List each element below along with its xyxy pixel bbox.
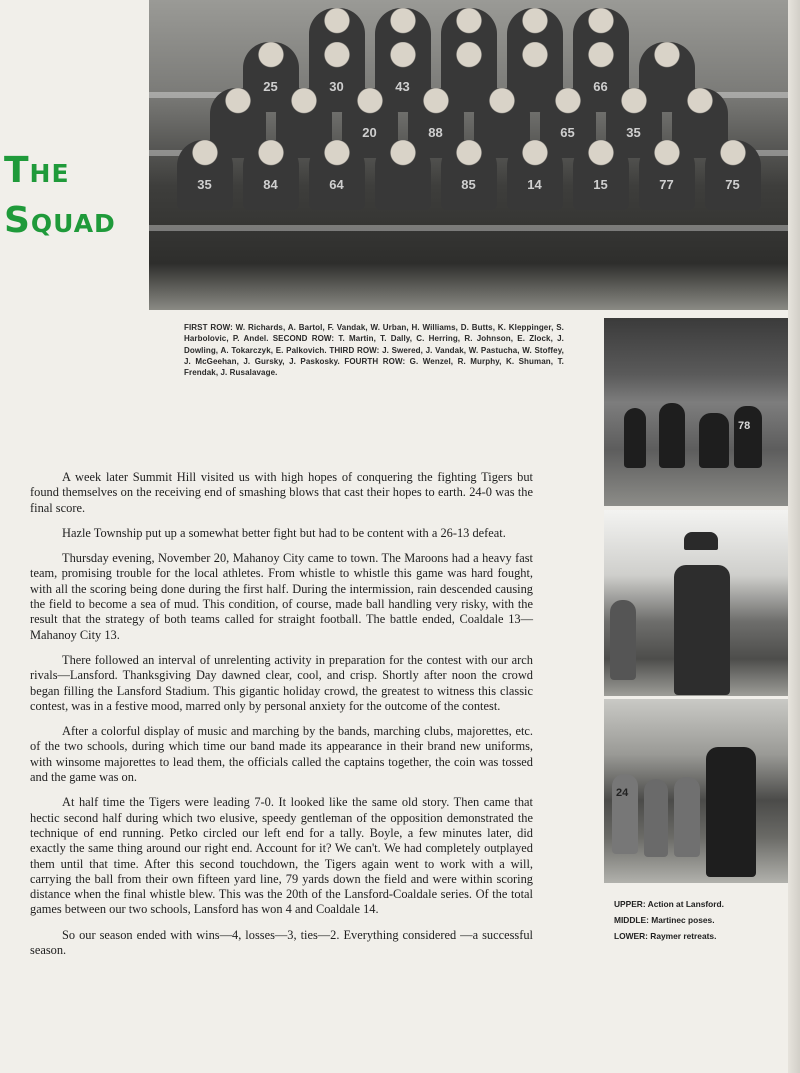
team-player: 85 <box>441 140 497 210</box>
caption-upper: UPPER: Action at Lansford. <box>614 899 724 909</box>
team-player: 30 <box>309 42 365 112</box>
team-player: 66 <box>573 42 629 112</box>
team-player: 75 <box>705 140 761 210</box>
player-figure <box>699 413 729 468</box>
player-figure <box>624 408 646 468</box>
player-figure <box>734 406 762 468</box>
coach-figure <box>674 565 730 695</box>
team-player: 35 <box>177 140 233 210</box>
jersey-number: 78 <box>738 420 751 432</box>
paragraph: So our season ended with wins—4, losses—3, ties—2. Everything considered —a successful season. <box>30 927 533 958</box>
team-player: 84 <box>243 140 299 210</box>
paragraph: Hazle Township put up a somewhat better fight but had to be content with a 26-13 defeat. <box>62 525 506 540</box>
team-player: 77 <box>639 140 695 210</box>
caption-middle: MIDDLE: Martinec poses. <box>614 915 715 925</box>
photo-captions <box>614 896 788 944</box>
paragraph: A week later Summit Hill visited us with high hopes of conquering the fighting Tigers but found themselves on the receiving end of smashing blows that cast their hopes to earth. 24-0 was the final score. <box>30 470 533 515</box>
coach-photo <box>604 510 788 696</box>
action-photo <box>604 318 788 506</box>
team-player: 65 <box>540 88 596 158</box>
page-edge <box>788 0 800 1073</box>
article-body <box>30 470 533 968</box>
team-photo <box>149 0 788 310</box>
player-figure <box>610 600 636 680</box>
team-row <box>149 140 788 210</box>
roster-caption: FIRST ROW: W. Richards, A. Bartol, F. Vandak, W. Urban, H. Williams, D. Butts, K. Kleppinger, S. Harbolovic, P. Andel. SECOND ROW: T. Martin, T. Dally, C. Herring, R. Johnson, E. Zlock, J. Dowling, A. Tokarczyk, E. Palkovich. THIRD ROW: J. Swered, J. Vandak, W. Pastucha, W. Stoffey, J. McGeehan, J. Gursky, J. Paskosky. FOURTH ROW: G. Wenzel, R. Murphy, K. Shuman, T. Frendak, J. Rusalavage. <box>184 323 564 378</box>
hat <box>684 532 718 550</box>
bleacher-line <box>149 225 788 231</box>
page-title <box>4 146 116 246</box>
caption-lower: LOWER: Raymer retreats. <box>614 931 717 941</box>
team-player: 35 <box>606 88 662 158</box>
player-figure <box>659 403 685 468</box>
player-figure <box>674 777 700 857</box>
retreat-photo <box>604 699 788 883</box>
team-player: 14 <box>507 140 563 210</box>
paragraph: After a colorful display of music and marching by the bands, marching clubs, majorettes, etc. of the two schools, during which time our band made its appearance in their brand new uniforms, with winsome majorettes to lead them, the officials called the captains together, the coin was tossed and the game was on. <box>30 724 533 785</box>
title-line-1: The <box>4 150 70 191</box>
team-player: 88 <box>408 88 464 158</box>
player-figure <box>644 779 668 857</box>
team-player: 64 <box>309 140 365 210</box>
team-player: 25 <box>243 42 299 112</box>
player-figure <box>612 774 638 854</box>
title-line-2: Squad <box>4 200 116 241</box>
team-player: 20 <box>342 88 398 158</box>
team-player: 15 <box>573 140 629 210</box>
paragraph: Thursday evening, November 20, Mahanoy City came to town. The Maroons had a heavy fast team, promising trouble for the local athletes. From whistle to whistle this game was hard fought, with all the scoring being done during the first half. During the intermission, rain descended causing the field to become a sea of mud. This condition, of course, made ball handling very risky, with the result that the strategy of both teams called for straight football. The battle ended, Coaldale 13— Mahanoy City 13. <box>30 551 533 642</box>
paragraph: At half time the Tigers were leading 7-0. It looked like the same old story. Then came that hectic second half during which two elusive, speedy gentleman of the opposition demonstrated the technique of end running. Petko circled our left end for a tally. Boyle, a few minutes later, did exactly the same thing around our right end. Account for it? We can't. We had completely outplayed them until that time. After this second touchdown, the Tigers again went to work with a will, carrying the ball from their own fifteen yard line, 79 yards down the field and were within scoring distance when the final whistle blew. This was the 20th of the Lansford-Coaldale series. Of the total games between our two schools, Lansford has won 4 and Coaldale 14. <box>30 795 533 917</box>
jersey-number: 24 <box>616 787 629 799</box>
official-figure <box>706 747 756 877</box>
team-player <box>375 140 431 210</box>
paragraph: There followed an interval of unrelenting activity in preparation for the contest with our arch rivals—Lansford. Thanksgiving Day dawned clear, cool, and crisp. Shortly after noon the crowd began filling the Lansford Stadium. This gigantic holiday crowd, the greatest to witness this classic contest, was in a festive mood, marred only by personal anxiety for the outcome of the contest. <box>30 652 533 713</box>
team-player: 43 <box>375 42 431 112</box>
